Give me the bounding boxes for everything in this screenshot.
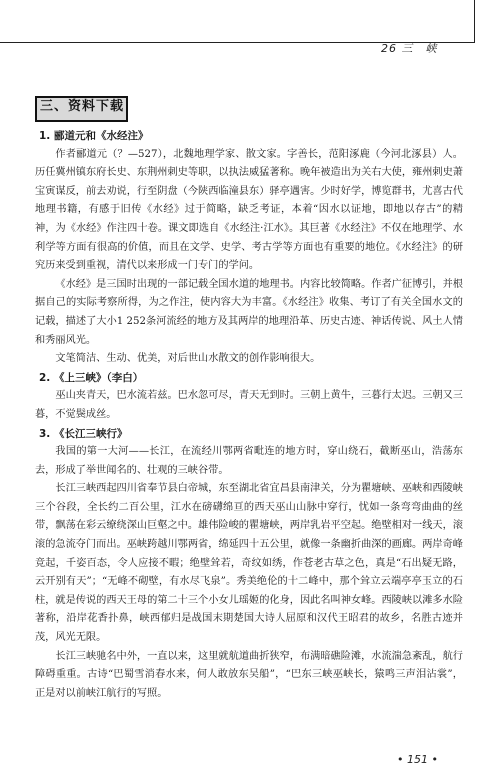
page-number: • 151 •	[397, 753, 438, 766]
header-corner-rule	[474, 0, 475, 43]
section-title: 三、资料下载	[40, 99, 125, 114]
paragraph: 长江三峡驰名中外，一直以来，这里就航道曲折狭窄，布满暗礁险滩，水流湍急紊乱，航行障碍重重。古诗“巴蜀雪消春水来，何人敢放东吴船”，“巴东三峡巫峡长，猿鸣三声泪沾裳”，正是对以前峡江航行的写照。	[35, 650, 463, 699]
paragraph: 作者郦道元（？—527），北魏地理学家、散文家。字善长，范阳涿鹿（今河北涿县）人。历任冀州镇东府长史、东荆州刺史等职，以执法威猛著称。晚年被造出为关右大使，雍州刺史萧宝寅谋反，前去劝说，行至阴盘（今陕西临潼县东）驿亭遇害。少时好学，博览群书，尤喜古代地理书籍，有感于旧传《水经》过于简略，缺乏考证，本着“因水以证地，即地以存古”的精神，为《水经》作注四十卷。课文即选自《水经注·江水》。其巨著《水经注》不仅在地理学、水利学等方面有很高的价值，而且在文学、史学、考古学等方面也有重要的地位。《水经注》的研究历来受到重视，清代以来形成一门专门的学问。	[35, 148, 463, 272]
paragraph: 《水经》是三国时出现的一部记载全国水道的地理书。内容比较简略。作者广征博引，并根据自己的实际考察所得，为之作注，使内容大为丰富。《水经注》收集、考订了有关全国水文的记载，描述了大小1 252条河流经的地方及其两岸的地理沿革、历史古迹、神话传说、风土人情和秀丽风光。	[35, 278, 463, 346]
poem: 巫山夹青天，巴水流若兹。巴水忽可尽，青天无到时。三朝上黄牛，三暮行太迟。三朝又三暮，不觉鬓成丝。	[35, 390, 463, 420]
heading-1: 1. 郦道元和《水经注》	[39, 130, 149, 142]
paragraph: 文笔简洁、生动、优美，对后世山水散文的创作影响很大。	[55, 353, 321, 365]
body-content	[35, 127, 463, 703]
heading-2: 2. 《上三峡》（李白）	[39, 371, 144, 384]
paragraph: 长江三峡西起四川省奉节县白帝城，东至湖北省宜昌县南津关，分为瞿塘峡、巫峡和西陵峡三个谷段，全长约二百公里，江水在磅礴绵亘的西天巫山山脉中穿行，忧如一条弯弯曲曲的丝带，飘荡在彩云缭绕深山巨壑之中。雄伟险峻的瞿塘峡，两岸乳岩平空起。绝壁相对一线天，滚滚的急流夺门而出。巫峡跨越川鄂两省，绵延四十五公里，就像一条幽折曲深的画廊。两岸奇峰竞起，千姿百态，令人应接不暇；绝壁耸若，奇纹如绣，作苍老古草之色，真是“石出疑无路，云开别有天”；“无峰不砌壁，有水尽飞泉”。秀美绝伦的十二峰中，那个耸立云端亭亭玉立的石柱，就是传说的西天王母的第二十三个小女儿瑶姬的化身，因此名叫神女峰。西陵峡以滩多水险著称，沿岸花香扑鼻，峡西郁归是战国末期楚国大诗人屈原和汉代王昭君的故乡，名胜古迹并茂，风光无限。	[35, 483, 463, 644]
running-head: 26 三 峡	[381, 42, 438, 55]
heading-3: 3. 《长江三峡行》	[39, 427, 128, 440]
paragraph: 我国的第一大河——长江，在流经川鄂两省毗连的地方时，穿山绕石，截断巫山，浩荡东去，形成了举世闻名的、壮观的三峡谷带。	[35, 446, 463, 476]
